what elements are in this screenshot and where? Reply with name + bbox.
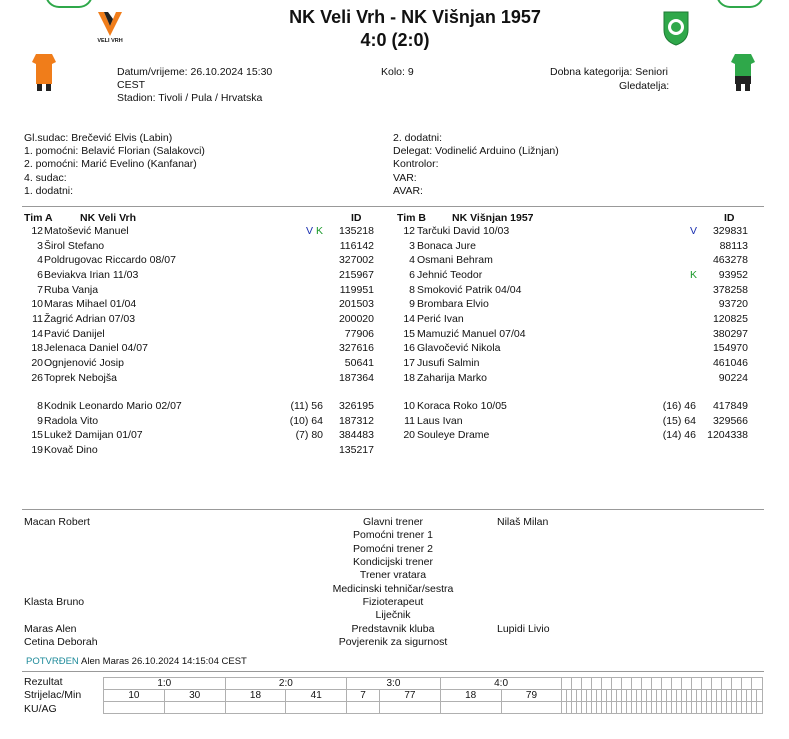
result-cell [632,678,642,690]
player-id: 135217 [338,443,374,456]
player-name: Souleye Drame [417,429,490,442]
player-id: 93720 [718,298,748,311]
official-line: VAR: [393,172,417,184]
kuag-cell [164,702,225,714]
result-cell [752,678,763,690]
player-number: 18 [31,342,43,355]
player-id: 417849 [712,400,748,412]
player-number: 11 [32,312,43,325]
result-cell [642,678,652,690]
result-cell: 4:0 [440,678,562,690]
player-number: 20 [403,429,415,442]
scorer-cell: 77 [380,690,441,702]
player-id: 329566 [712,414,748,427]
official-line: 2. dodatni: [393,132,443,144]
player-name: Koraca Roko 10/05 [417,400,507,412]
player-name: Perić Ivan [417,312,464,325]
home-top-logo-fragment [45,0,93,8]
player-name: Jelenaca Daniel 04/07 [44,342,148,355]
result-cell [702,678,712,690]
staff-role: Predstavnik kluba [351,623,435,635]
player-id: 50641 [344,356,374,369]
result-cell [712,678,722,690]
spectators: Gledatelja: [619,80,670,92]
player-number: 7 [37,283,43,296]
staff-role: Medicinski tehničar/sestra [332,583,454,595]
scorer-cell: 30 [164,690,225,702]
divider [22,206,764,207]
player-name: Osmani Behram [417,254,493,267]
match-stadium: Stadion: Tivoli / Pula / Hrvatska [117,92,263,104]
player-id: 329831 [712,225,748,237]
player-name: Maras Mihael 01/04 [44,298,137,311]
player-name: Glavočević Nikola [417,342,501,355]
player-id: 1204338 [707,429,748,442]
home-staff-name: Cetina Deborah [24,636,98,648]
goalkeeper-marker: V [690,225,698,237]
substitution-info: (14) 46 [662,429,696,442]
result-cell: 2:0 [225,678,347,690]
staff-role: Trener vratara [359,569,427,581]
scoring-grid [103,677,763,714]
home-staff-name: Klasta Bruno [24,596,85,608]
result-cell [662,678,672,690]
player-id: 384483 [338,429,374,442]
age-category: Dobna kategorija: Seniori [550,66,668,78]
scorer-cell: 10 [104,690,165,702]
result-cell [672,678,682,690]
match-score: 4:0 (2:0) [360,30,430,50]
official-line: 1. dodatni: [24,185,74,197]
staff-role: Pomoćni trener 2 [353,543,433,555]
official-line: 4. sudac: [24,172,67,184]
divider [22,671,764,672]
goalkeeper-marker: V [306,225,314,237]
substitution-info: (11) 56 [290,400,323,412]
home-logo-text: VELI VRH [97,38,123,44]
home-staff-name: Macan Robert [24,516,90,528]
player-number: 15 [31,429,43,442]
kuag-cell [104,702,165,714]
substitution-info: (7) 80 [295,429,323,442]
scorer-cell: 79 [501,690,562,702]
player-id: 378258 [712,283,748,296]
result-cell [682,678,692,690]
player-id: 380297 [712,327,748,340]
kuag-cell [286,702,347,714]
player-name: Toprek Nebojša [44,371,117,384]
away-staff-name: Nilaš Milan [497,516,549,528]
player-name: Kodnik Leonardo Mario 02/07 [44,400,182,412]
player-name: Lukež Damijan 01/07 [44,429,143,442]
player-id: 116142 [339,239,374,252]
away-jersey-icon [731,54,755,92]
player-name: Širol Stefano [44,239,105,252]
scorer-cell: 18 [440,690,501,702]
result-cell: 3:0 [347,678,441,690]
player-number: 19 [31,443,43,456]
player-number: 26 [31,371,43,384]
substitution-info: (15) 64 [662,414,696,427]
scorer-cell: 7 [347,690,380,702]
official-line: AVAR: [393,185,423,197]
veli-vrh-crest-icon [94,10,126,38]
player-name: Zaharija Marko [417,371,488,384]
player-name: Beviakva Irian 11/03 [44,268,139,281]
home-jersey-icon [32,54,56,92]
player-id: 327616 [338,342,374,355]
player-id: 461046 [712,356,748,369]
player-id: 200020 [338,312,374,325]
result-cell [692,678,702,690]
player-number: 6 [37,268,43,281]
staff-role: Fizioterapeut [362,596,424,608]
player-number: 4 [37,254,43,267]
player-number: 8 [409,283,415,296]
player-number: 10 [403,400,415,412]
player-name: Pavić Danijel [44,327,105,340]
away-club-logo [661,8,691,49]
player-number: 12 [31,225,43,237]
team-a-name: NK Veli Vrh [80,212,137,224]
divider [22,509,764,510]
result-cell [582,678,592,690]
result-cell [602,678,612,690]
player-name: Laus Ivan [417,414,463,427]
substitution-info: (10) 64 [289,414,323,427]
result-cell [722,678,732,690]
player-name: Bonaca Jure [417,239,476,252]
result-cell [562,678,572,690]
player-id: 187312 [338,414,374,427]
kuag-cell [440,702,501,714]
player-number: 12 [403,225,415,237]
player-name: Matošević Manuel [44,225,129,237]
official-line: Kontrolor: [393,158,439,170]
match-title: NK Veli Vrh - NK Višnjan 1957 [289,7,541,27]
player-number: 14 [31,327,43,340]
team-a-id-header: ID [351,212,362,224]
official-line: 2. pomoćni: Marić Evelino (Kanfanar) [24,158,197,170]
match-datetime: Datum/vrijeme: 26.10.2024 15:30 [117,66,273,78]
result-cell [742,678,752,690]
player-id: 119951 [339,283,374,296]
confirmation-status: POTVRĐEN [26,656,79,667]
captain-marker: K [690,268,698,281]
player-id: 187364 [338,371,374,384]
player-name: Brombara Elvio [417,298,489,311]
staff-role: Pomoćni trener 1 [353,529,433,541]
player-id: 88113 [719,239,748,252]
team-b-name: NK Višnjan 1957 [452,212,534,224]
home-kit [32,54,56,95]
player-number: 6 [409,268,415,281]
player-number: 8 [37,400,43,412]
player-name: Smoković Patrik 04/04 [417,283,522,296]
player-name: Jusufi Salmin [417,356,480,369]
scoring-label-result: Rezultat [24,676,63,688]
kuag-cell [380,702,441,714]
player-id: 326195 [338,400,374,412]
scorer-cell [757,690,763,702]
official-line: Delegat: Vodinelić Arduino (Ližnjan) [393,145,559,157]
player-name: Žagrić Adrian 07/03 [44,312,136,325]
player-id: 215967 [338,268,374,281]
away-top-logo-fragment [716,0,764,8]
player-number: 9 [37,414,43,427]
match-round: Kolo: 9 [381,66,414,78]
kuag-cell [347,702,380,714]
player-id: 327002 [338,254,374,267]
player-id: 201503 [338,298,374,311]
home-staff-name: Maras Alen [24,623,77,635]
player-number: 3 [409,239,415,252]
player-id: 463278 [712,254,748,267]
kuag-cell [225,702,286,714]
player-name: Ruba Vanja [44,283,99,296]
result-cell [572,678,582,690]
player-id: 135218 [338,225,374,237]
scorer-cell: 18 [225,690,286,702]
player-id: 154970 [712,342,748,355]
player-number: 11 [404,414,415,427]
result-cell [732,678,742,690]
kuag-cell [757,702,763,714]
player-name: Poldrugovac Riccardo 08/07 [44,254,176,267]
result-cell [592,678,602,690]
home-club-logo [94,10,126,46]
result-row [104,678,763,690]
player-name: Tarčuki David 10/03 [417,225,510,237]
captain-marker: K [316,225,324,237]
player-number: 10 [31,298,43,311]
team-b-label: Tim B [397,212,426,224]
player-number: 14 [403,312,415,325]
visnjan-crest-icon [661,8,691,46]
player-id: 90224 [718,371,748,384]
staff-role: Povjerenik za sigurnost [338,636,448,648]
away-staff-name: Lupidi Livio [497,623,550,635]
player-number: 17 [403,356,415,369]
staff-role: Liječnik [375,609,411,621]
result-cell [652,678,662,690]
official-line: Gl.sudac: Brečević Elvis (Labin) [24,132,173,144]
player-id: 120825 [712,312,748,325]
kuag-row [104,702,763,714]
scoring-label-scorer: Strijelac/Min [24,689,82,701]
result-cell [612,678,622,690]
scorer-cell: 41 [286,690,347,702]
player-number: 15 [403,327,415,340]
team-b-id-header: ID [724,212,735,224]
player-name: Ognjenović Josip [44,356,124,369]
substitution-info: (16) 46 [662,400,696,412]
scorer-row [104,690,763,702]
player-id: 77906 [344,327,374,340]
scoring-label-kuag: KU/AG [24,703,57,715]
player-name: Kovač Dino [44,443,98,456]
player-number: 4 [409,254,415,267]
player-number: 3 [37,239,43,252]
official-line: 1. pomoćni: Belavić Florian (Salakovci) [24,145,205,157]
kuag-cell [501,702,562,714]
player-id: 93952 [718,268,748,281]
player-number: 9 [409,298,415,311]
player-name: Radola Vito [44,414,99,427]
player-number: 16 [403,342,415,355]
result-cell [622,678,632,690]
player-name: Jehnić Teodor [417,268,483,281]
player-number: 20 [31,356,43,369]
match-timezone: CEST [117,79,146,91]
staff-role: Glavni trener [362,516,424,528]
confirmation-text: Alen Maras 26.10.2024 14:15:04 CEST [81,656,247,667]
team-a-label: Tim A [24,212,53,224]
away-kit [731,54,755,95]
staff-role: Kondicijski trener [353,556,433,568]
result-cell: 1:0 [104,678,226,690]
player-name: Mamuzić Manuel 07/04 [417,327,526,340]
player-number: 18 [403,371,415,384]
